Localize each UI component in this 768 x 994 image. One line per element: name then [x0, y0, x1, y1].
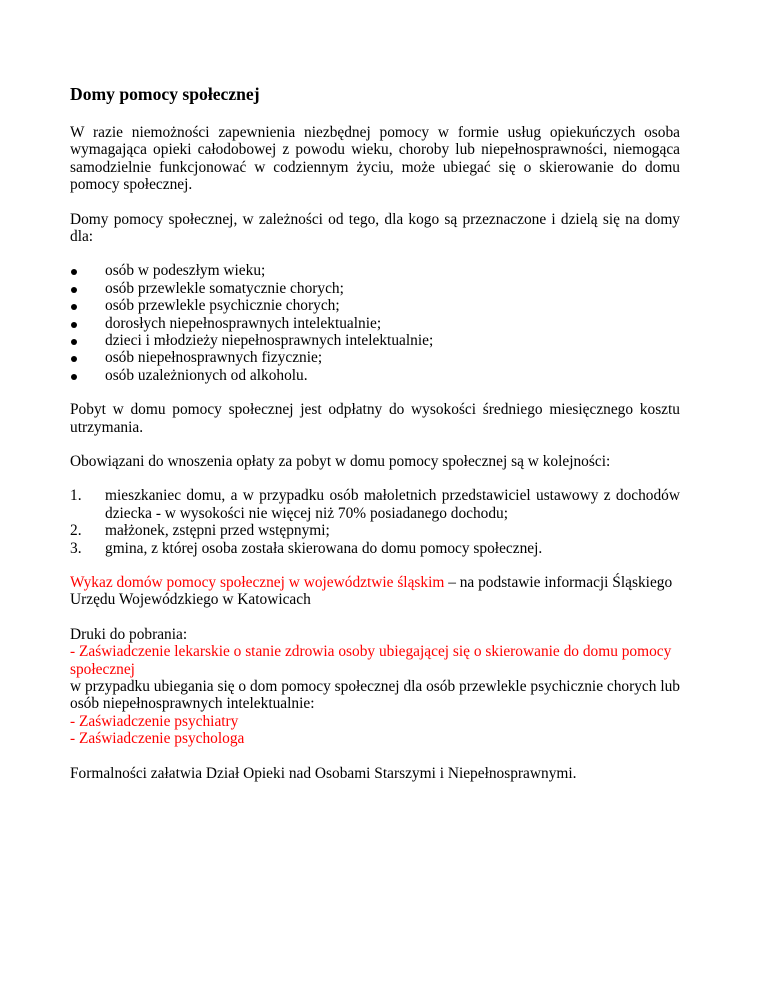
list-item-text: mieszkaniec domu, a w przypadku osób małoletnich przedstawiciel ustawowy z dochodów dziecka - w wysokości nie więcej niż 70% posiadanego dochodu; — [105, 487, 680, 522]
list-item-text: osób niepełnosprawnych fizycznie; — [105, 349, 323, 367]
downloads-heading: Druki do pobrania: — [70, 625, 188, 643]
bullet-icon — [71, 374, 77, 380]
list-item — [70, 262, 680, 279]
homes-list-source-text: – na podstawie informacji Śląskiego Urzędu Wojewódzkiego w Katowicach — [70, 574, 673, 609]
list-item — [70, 280, 680, 297]
list-item-number: 1. — [70, 487, 82, 505]
list-item-text: osób przewlekle somatycznie chorych; — [105, 279, 344, 297]
payment-paragraph: Pobyt w domu pomocy społecznej jest odpłatny do wysokości średniego miesięcznego kosztu utrzymania. — [70, 401, 680, 436]
obligated-intro-paragraph: Obowiązani do wnoszenia opłaty za pobyt w domu pomocy społecznej są w kolejności: — [70, 452, 611, 470]
footer-paragraph: Formalności załatwia Dział Opieki nad Osobami Starszymi i Niepełnosprawnymi. — [70, 764, 577, 782]
list-item-text: osób przewlekle psychicznie chorych; — [105, 297, 340, 315]
types-intro-paragraph: Domy pomocy społecznej, w zależności od tego, dla kogo są przeznaczone i dzielą się na domy dla: — [70, 210, 680, 246]
bullet-icon — [71, 322, 77, 328]
intro-paragraph: W razie niemożności zapewnienia niezbędnej pomocy w formie usług opiekuńczych osoba wymagająca opieki całodobowej z powodu wieku, choroby lub niepełnosprawności, niemogąca samodzielnie funkcjonować w codziennym życiu, może ubiegać się o skierowanie do domu pomocy społecznej. — [70, 124, 680, 194]
medical-certificate-link[interactable]: - Zaświadczenie lekarskie o stanie zdrowia osoby ubiegającej się o skierowanie do domu pomocy społecznej — [70, 643, 672, 678]
list-item-text: małżonek, zstępni przed wstępnymi; — [105, 522, 330, 540]
list-item-number: 3. — [70, 539, 82, 557]
list-item-text: dorosłych niepełnosprawnych intelektualnie; — [105, 314, 382, 332]
bullet-icon — [71, 356, 77, 362]
homes-list-paragraph — [70, 574, 680, 609]
list-item-text: gmina, z której osoba została skierowana do domu pomocy społecznej. — [105, 539, 543, 557]
list-item — [70, 315, 680, 332]
bullet-icon — [71, 304, 77, 310]
list-item — [70, 367, 680, 384]
downloads-section — [70, 626, 680, 748]
list-item — [70, 540, 680, 557]
list-item — [70, 297, 680, 314]
homes-list-link[interactable]: Wykaz domów pomocy społecznej w województwie śląskim — [70, 574, 445, 592]
bullet-icon — [71, 269, 77, 275]
list-item-text: osób w podeszłym wieku; — [105, 262, 266, 280]
downloads-note: w przypadku ubiegania się o dom pomocy społecznej dla osób przewlekle psychicznie chorych lub osób niepełnosprawnych intelektualnie: — [70, 678, 680, 713]
list-item-number: 2. — [70, 522, 82, 540]
list-item — [70, 349, 680, 366]
list-item — [70, 332, 680, 349]
list-item — [70, 487, 680, 522]
list-item-text: dzieci i młodzieży niepełnosprawnych intelektualnie; — [105, 332, 434, 349]
page-title: Domy pomocy społecznej — [70, 84, 260, 104]
psychiatrist-certificate-link[interactable]: - Zaświadczenie psychiatry — [70, 712, 239, 730]
bullet-icon — [71, 287, 77, 293]
document-content — [70, 84, 680, 799]
types-list — [70, 262, 680, 384]
list-item — [70, 522, 680, 539]
list-item-text: osób uzależnionych od alkoholu. — [105, 366, 308, 384]
psychologist-certificate-link[interactable]: - Zaświadczenie psychologa — [70, 730, 245, 748]
obligated-list — [70, 487, 680, 557]
bullet-icon — [71, 339, 77, 345]
